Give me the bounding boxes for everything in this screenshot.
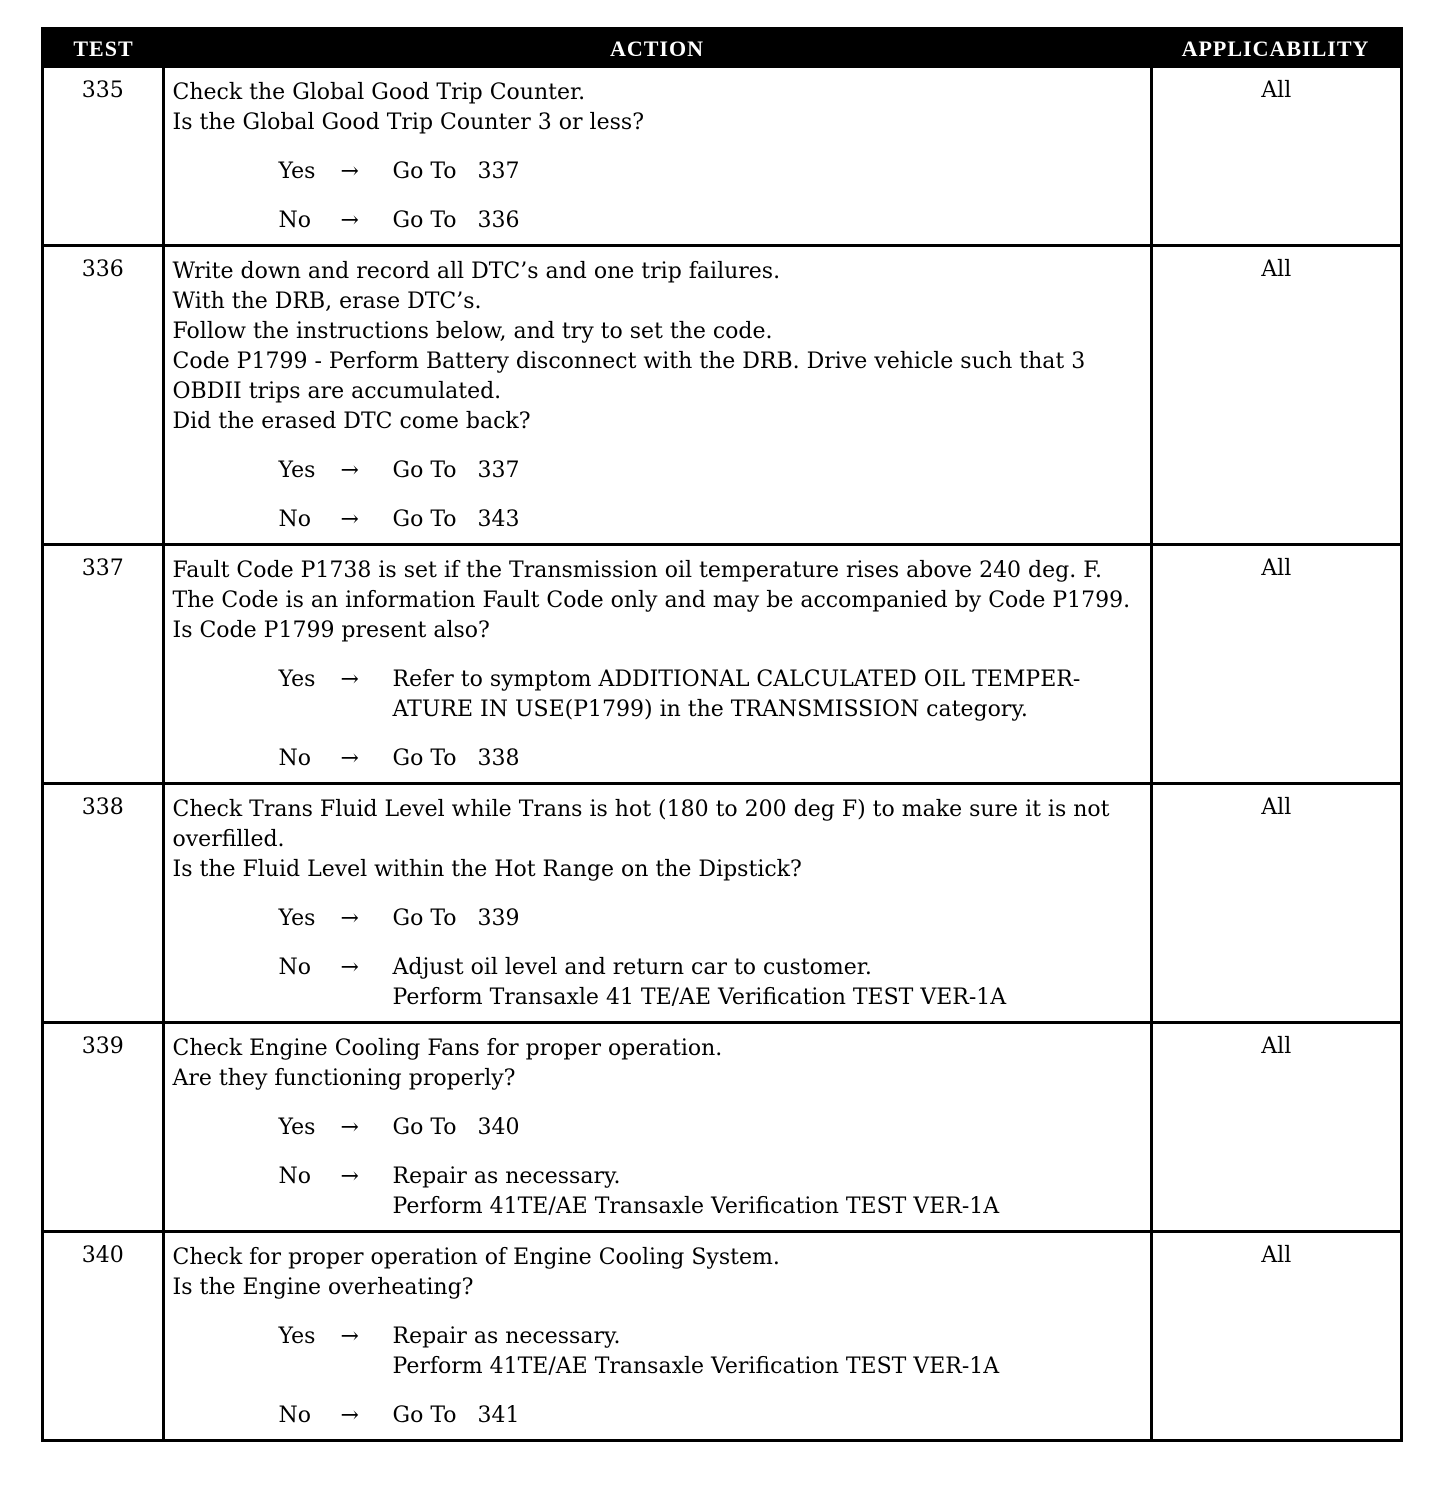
no-outcome: [173, 744, 1142, 774]
action-cell: [163, 1232, 1151, 1440]
no-label: No: [278, 507, 311, 532]
yes-result: [393, 157, 1142, 187]
action-cell: [163, 246, 1151, 545]
header-action: ACTION: [163, 30, 1151, 68]
applicability-value: All: [1151, 1232, 1400, 1440]
no-label: No: [278, 746, 311, 771]
result-text-line: ATURE IN USE(P1799) in the TRANSMISSION category.: [392, 697, 1028, 722]
no-result: [393, 505, 1142, 535]
no-label: No: [278, 1164, 311, 1189]
action-text-line: Check for proper operation of Engine Cooling System.: [172, 1245, 780, 1270]
table-body: [44, 68, 1400, 1439]
no-outcome: [173, 1401, 1142, 1431]
action-text-line: OBDII trips are accumulated.: [172, 379, 502, 404]
yes-result: [393, 904, 1142, 934]
arrow-right-icon: →: [340, 507, 359, 532]
arrow-right-icon: →: [340, 458, 359, 483]
arrow-right-icon: →: [340, 906, 359, 931]
result-text-line: Adjust oil level and return car to customer.: [392, 955, 872, 980]
arrow-right-icon: →: [340, 746, 359, 771]
yes-result: [393, 1322, 1142, 1382]
yes-label: Yes: [278, 1115, 316, 1140]
result-text-line: Go To 341: [392, 1403, 520, 1428]
yes-label: Yes: [278, 1324, 316, 1349]
result-text-line: Go To 337: [392, 159, 520, 184]
action-text-line: Follow the instructions below, and try to set the code.: [172, 319, 773, 344]
action-text-line: Are they functioning properly?: [172, 1066, 516, 1091]
yes-label: Yes: [278, 458, 316, 483]
yes-result: [393, 1113, 1142, 1143]
table-row: [44, 1023, 1400, 1232]
result-text-line: Perform 41TE/AE Transaxle Verification TEST VER-1A: [392, 1354, 1000, 1379]
test-number: 339: [44, 1023, 163, 1232]
diagnostic-test-table: [41, 27, 1403, 1442]
table-row: [44, 1232, 1400, 1440]
yes-outcome: [173, 1322, 1142, 1382]
table-row: [44, 545, 1400, 784]
action-text-line: Check the Global Good Trip Counter.: [172, 80, 586, 105]
no-outcome: [173, 953, 1142, 1013]
test-number: 336: [44, 246, 163, 545]
action-text-line: Fault Code P1738 is set if the Transmission oil temperature rises above 240 deg. F.: [172, 558, 1103, 583]
applicability-value: All: [1151, 545, 1400, 784]
action-text-line: overfilled.: [172, 827, 285, 852]
table-row: [44, 784, 1400, 1023]
result-text-line: Go To 338: [392, 746, 520, 771]
table-row: [44, 246, 1400, 545]
no-outcome: [173, 505, 1142, 535]
yes-outcome: [173, 904, 1142, 934]
no-result: [393, 1401, 1142, 1431]
no-label: No: [278, 208, 311, 233]
no-result: [393, 206, 1142, 236]
result-text-line: Perform 41TE/AE Transaxle Verification TEST VER-1A: [392, 1194, 1000, 1219]
yes-outcome: [173, 665, 1142, 725]
test-number: 335: [44, 68, 163, 246]
action-text-line: Check Engine Cooling Fans for proper operation.: [172, 1036, 723, 1061]
no-result: [393, 744, 1142, 774]
action-text-line: Code P1799 - Perform Battery disconnect with the DRB. Drive vehicle such that 3: [172, 349, 1086, 374]
result-text-line: Go To 343: [392, 507, 520, 532]
applicability-value: All: [1151, 1023, 1400, 1232]
test-table: [44, 30, 1400, 1439]
action-text-line: The Code is an information Fault Code only and may be accompanied by Code P1799.: [172, 588, 1131, 613]
result-text-line: Perform Transaxle 41 TE/AE Verification TEST VER-1A: [392, 985, 1007, 1010]
yes-result: [393, 456, 1142, 486]
header-test: TEST: [44, 30, 163, 68]
action-text-line: Is the Fluid Level within the Hot Range on the Dipstick?: [172, 857, 802, 882]
arrow-right-icon: →: [340, 159, 359, 184]
no-result: [393, 953, 1142, 1013]
no-label: No: [278, 955, 311, 980]
action-text-line: Is the Global Good Trip Counter 3 or less?: [172, 110, 644, 135]
action-cell: [163, 545, 1151, 784]
table-header-row: [44, 30, 1400, 68]
result-text-line: Go To 337: [392, 458, 520, 483]
arrow-right-icon: →: [340, 1164, 359, 1189]
action-text-line: Is Code P1799 present also?: [172, 618, 490, 643]
action-text-line: Is the Engine overheating?: [172, 1275, 474, 1300]
no-outcome: [173, 206, 1142, 236]
result-text-line: Repair as necessary.: [392, 1324, 621, 1349]
result-text-line: Repair as necessary.: [392, 1164, 621, 1189]
yes-outcome: [173, 456, 1142, 486]
arrow-right-icon: →: [340, 208, 359, 233]
arrow-right-icon: →: [340, 1115, 359, 1140]
test-number: 337: [44, 545, 163, 784]
arrow-right-icon: →: [340, 1403, 359, 1428]
yes-label: Yes: [278, 906, 316, 931]
yes-label: Yes: [278, 159, 316, 184]
applicability-value: All: [1151, 784, 1400, 1023]
action-text-line: Check Trans Fluid Level while Trans is hot (180 to 200 deg F) to make sure it is not: [172, 797, 1110, 822]
header-applicability: APPLICABILITY: [1151, 30, 1400, 68]
action-cell: [163, 1023, 1151, 1232]
yes-result: [393, 665, 1142, 725]
result-text-line: Go To 339: [392, 906, 520, 931]
yes-outcome: [173, 157, 1142, 187]
action-cell: [163, 68, 1151, 246]
table-row: [44, 68, 1400, 246]
no-result: [393, 1162, 1142, 1222]
action-text-line: With the DRB, erase DTC’s.: [172, 289, 482, 314]
result-text-line: Refer to symptom ADDITIONAL CALCULATED OIL TEMPER-: [392, 667, 1081, 692]
arrow-right-icon: →: [340, 955, 359, 980]
test-number: 338: [44, 784, 163, 1023]
yes-label: Yes: [278, 667, 316, 692]
no-outcome: [173, 1162, 1142, 1222]
applicability-value: All: [1151, 246, 1400, 545]
result-text-line: Go To 340: [392, 1115, 520, 1140]
yes-outcome: [173, 1113, 1142, 1143]
action-text-line: Did the erased DTC come back?: [172, 409, 531, 434]
action-cell: [163, 784, 1151, 1023]
applicability-value: All: [1151, 68, 1400, 246]
arrow-right-icon: →: [340, 1324, 359, 1349]
no-label: No: [278, 1403, 311, 1428]
action-text-line: Write down and record all DTC’s and one trip failures.: [172, 259, 781, 284]
arrow-right-icon: →: [340, 667, 359, 692]
test-number: 340: [44, 1232, 163, 1440]
result-text-line: Go To 336: [392, 208, 520, 233]
